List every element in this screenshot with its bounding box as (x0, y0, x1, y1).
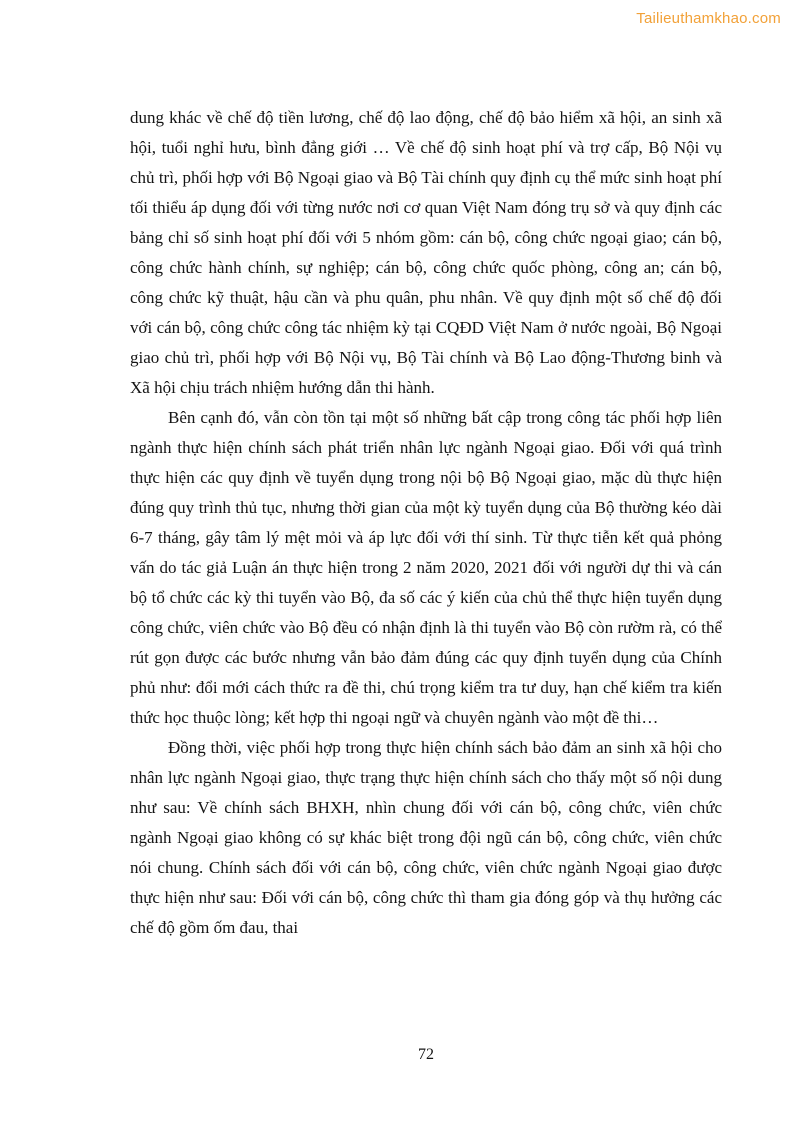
site-watermark: Tailieuthamkhao.com (636, 10, 781, 27)
paragraph: Đồng thời, việc phối hợp trong thực hiện chính sách bảo đảm an sinh xã hội cho nhân lực ngành Ngoại giao, thực trạng thực hiện chính sách cho thấy một số nội dung như sau: Về chính sách BHXH, nhìn chung đối với cán bộ, công chức, viên chức ngành Ngoại giao không có sự khác biệt trong đội ngũ cán bộ, công chức, viên chức nói chung. Chính sách đối với cán bộ, công chức, viên chức ngành Ngoại giao được thực hiện như sau: Đối với cán bộ, công chức thì tham gia đóng góp và thụ hưởng các chế độ gồm ốm đau, thai (130, 738, 722, 937)
paragraph: dung khác về chế độ tiền lương, chế độ lao động, chế độ bảo hiểm xã hội, an sinh xã hội, tuổi nghỉ hưu, bình đẳng giới … Về chế độ sinh hoạt phí và trợ cấp, Bộ Nội vụ chủ trì, phối hợp với Bộ Ngoại giao và Bộ Tài chính quy định cụ thể mức sinh hoạt phí tối thiểu áp dụng đối với từng nước nơi cơ quan Việt Nam đóng trụ sở và quy định các bảng chỉ số sinh hoạt phí đối với 5 nhóm gồm: cán bộ, công chức ngoại giao; cán bộ, công chức hành chính, sự nghiệp; cán bộ, công chức quốc phòng, công an; cán bộ, công chức kỹ thuật, hậu cần và phu quân, phu nhân. Về quy định một số chế độ đối với cán bộ, công chức công tác nhiệm kỳ tại CQĐD Việt Nam ở nước ngoài, Bộ Ngoại giao chủ trì, phối hợp với Bộ Nội vụ, Bộ Tài chính và Bộ Lao động-Thương binh và Xã hội chịu trách nhiệm hướng dẫn thi hành. (130, 108, 722, 397)
page-number: 72 (418, 1046, 434, 1063)
paragraph: Bên cạnh đó, vẫn còn tồn tại một số những bất cập trong công tác phối hợp liên ngành thực hiện chính sách phát triển nhân lực ngành Ngoại giao. Đối với quá trình thực hiện các quy định về tuyển dụng trong nội bộ Bộ Ngoại giao, mặc dù thực hiện đúng quy trình thủ tục, nhưng thời gian của một kỳ tuyển dụng của Bộ thường kéo dài 6-7 tháng, gây tâm lý mệt mỏi và áp lực đối với thí sinh. Từ thực tiễn kết quả phỏng vấn do tác giả Luận án thực hiện trong 2 năm 2020, 2021 đối với người dự thi và cán bộ tổ chức các kỳ thi tuyển vào Bộ, đa số các ý kiến của chủ thể thực hiện tuyển dụng công chức, viên chức vào Bộ đều có nhận định là thi tuyển vào Bộ còn rườm rà, có thể rút gọn được các bước nhưng vẫn bảo đảm đúng các quy định tuyển dụng của Chính phủ như: đổi mới cách thức ra đề thi, chú trọng kiểm tra tư duy, hạn chế kiểm tra kiến thức học thuộc lòng; kết hợp thi ngoại ngữ và chuyên ngành vào một đề thi… (130, 408, 722, 727)
document-body (130, 103, 722, 943)
